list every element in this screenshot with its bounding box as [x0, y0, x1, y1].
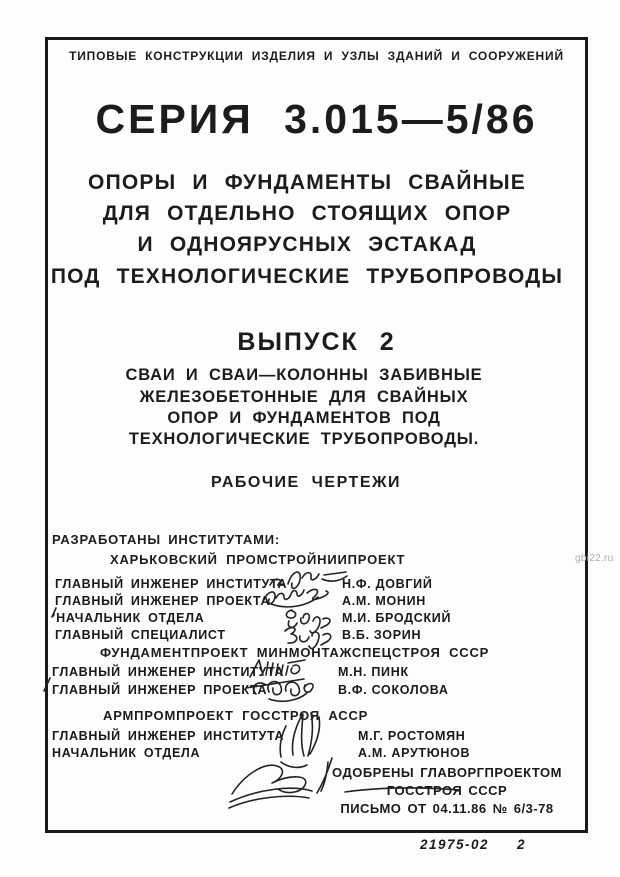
signatory-row — [52, 746, 580, 763]
title-line: ОПОРЫ И ФУНДАМЕНТЫ СВАЙНЫЕ — [88, 171, 526, 194]
issue-title: ВЫПУСК 2 — [237, 328, 396, 356]
institute-name: ХАРЬКОВСКИЙ ПРОМСТРОЙНИИПРОЕКТ — [110, 552, 406, 567]
person-name: А.М. МОНИН — [342, 594, 427, 608]
signatory-row — [55, 628, 580, 645]
person-name: М.Н. ПИНК — [338, 665, 409, 679]
working-drawings-label: РАБОЧИЕ ЧЕРТЕЖИ — [211, 474, 401, 491]
person-name: М.И. БРОДСКИЙ — [342, 611, 452, 625]
role-label: НАЧАЛЬНИК ОТДЕЛА — [52, 746, 201, 760]
issue-line: ЖЕЛЕЗОБЕТОННЫЕ ДЛЯ СВАЙНЫХ — [139, 388, 469, 406]
approval-line: ПИСЬМО ОТ 04.11.86 № 6/3-78 — [340, 801, 554, 816]
signatory-row — [55, 594, 580, 611]
signatory-row — [55, 577, 580, 594]
approval-line: ОДОБРЕНЫ ГЛАВОРГПРОЕКТОМ — [332, 765, 562, 780]
watermark: gbi22.ru — [575, 553, 614, 564]
title-line: ПОД ТЕХНОЛОГИЧЕСКИЕ ТРУБОПРОВОДЫ — [50, 265, 564, 288]
series-title: СЕРИЯ 3.015—5/86 — [95, 96, 538, 142]
signatory-row — [52, 611, 580, 628]
issue-line: ТЕХНОЛОГИЧЕСКИЕ ТРУБОПРОВОДЫ. — [128, 430, 480, 448]
approval-block — [323, 765, 571, 816]
approval-line: ГОССТРОЯ СССР — [386, 783, 508, 798]
role-label: ГЛАВНЫЙ ИНЖЕНЕР ИНСТИТУТА — [55, 577, 288, 591]
issue-line: СВАИ И СВАИ—КОЛОННЫ ЗАБИВНЫЕ — [125, 366, 483, 384]
role-label: ГЛАВНЫЙ ИНЖЕНЕР ПРОЕКТА — [55, 594, 271, 608]
role-label: ГЛАВНЫЙ ИНЖЕНЕР ПРОЕКТА — [52, 683, 268, 697]
person-name: Н.Ф. ДОВГИЙ — [342, 577, 433, 591]
document-header: ТИПОВЫЕ КОНСТРУКЦИИ ИЗДЕЛИЯ И УЗЛЫ ЗДАНИЙ И СООРУЖЕНИЙ — [69, 49, 564, 63]
issue-line: ОПОР И ФУНДАМЕНТОВ ПОД — [167, 409, 441, 427]
footer-sheet-number: 2 — [517, 837, 525, 852]
institute-name: ФУНДАМЕНТПРОЕКТ МИНМОНТАЖСПЕЦСТРОЯ СССР — [100, 645, 490, 660]
person-name: В.Б. ЗОРИН — [342, 628, 422, 642]
developed-by-label: РАЗРАБОТАНЫ ИНСТИТУТАМИ: — [52, 532, 280, 547]
person-name: А.М. АРУТЮНОВ — [358, 746, 471, 760]
person-name: В.Ф. СОКОЛОВА — [338, 683, 449, 697]
role-label: ’НАЧАЛЬНИК ОТДЕЛА — [52, 611, 205, 625]
footer-doc-code: 21975-02 — [420, 837, 490, 852]
role-label: ГЛАВНЫЙ ИНЖЕНЕР ИНСТИТУТА — [52, 665, 285, 679]
role-label: ГЛАВНЫЙ ИНЖЕНЕР ИНСТИТУТА — [52, 729, 285, 743]
role-label: ГЛАВНЫЙ СПЕЦИАЛИСТ — [55, 628, 226, 642]
title-line: ДЛЯ ОТДЕЛЬНО СТОЯЩИХ ОПОР — [102, 202, 512, 225]
institute-name: АРМПРОМПРОЕКТ ГОССТРОЯ АССР — [103, 708, 369, 723]
signatory-row — [52, 729, 580, 746]
person-name: М.Г. РОСТОМЯН — [358, 729, 466, 743]
title-line: И ОДНОЯРУСНЫХ ЭСТАКАД — [137, 233, 477, 256]
signatory-row — [52, 665, 580, 682]
signatory-row — [52, 683, 580, 700]
